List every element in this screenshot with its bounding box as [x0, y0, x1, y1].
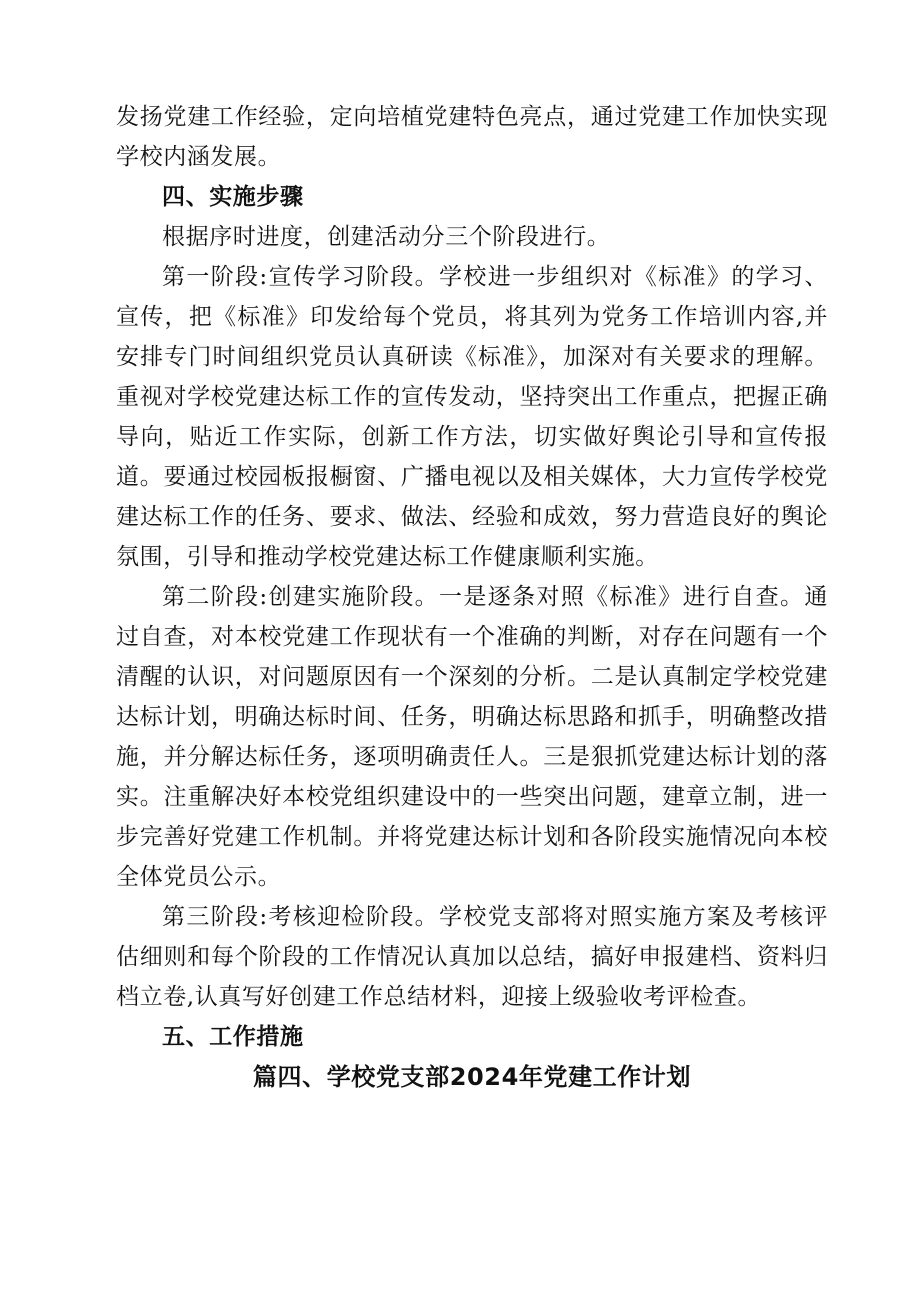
- paragraph-continuation: 发扬党建工作经验，定向培植党建特色亮点，通过党建工作加快实现学校内涵发展。: [116, 104, 828, 170]
- paragraph-phase-one: 第一阶段:宣传学习阶段。学校进一步组织对《标准》的学习、宣传，把《标准》印发给每个党员，将其列为党务工作培训内容,并安排专门时间组织党员认真研读《标准》，加深对有关要求的理解。重视对学校党建达标工作的宣传发动，坚持突出工作重点，把握正确导向，贴近工作实际，创新工作方法，切实做好舆论引导和宣传报道。要通过校园板报橱窗、广播电视以及相关媒体，大力宣传学校党建达标工作的任务、要求、做法、经验和成效，努力营造良好的舆论氛围，引导和推动学校党建达标工作健康顺利实施。: [116, 264, 828, 570]
- paragraph-schedule: 根据序时进度，创建活动分三个阶段进行。: [162, 224, 611, 250]
- paragraph-phase-three: 第三阶段:考核迎检阶段。学校党支部将对照实施方案及考核评估细则和每个阶段的工作情况认真加以总结，搞好申报建档、资料归档立卷,认真写好创建工作总结材料，迎接上级验收考评检查。: [116, 904, 828, 1010]
- section-heading-implementation-steps: 四、实施步骤: [162, 184, 304, 210]
- document-body: [116, 97, 828, 1097]
- paragraph-phase-two: 第二阶段:创建实施阶段。一是逐条对照《标准》进行自查。通过自查，对本校党建工作现状有一个准确的判断，对存在问题有一个清醒的认识，对问题原因有一个深刻的分析。二是认真制定学校党建达标计划，明确达标时间、任务，明确达标思路和抓手，明确整改措施，并分解达标任务，逐项明确责任人。三是狠抓党建达标计划的落实。注重解决好本校党组织建设中的一些突出问题，建章立制，进一步完善好党建工作机制。并将党建达标计划和各阶段实施情况向本校全体党员公示。: [116, 584, 828, 890]
- chapter-title: 篇四、学校党支部2024年党建工作计划: [252, 1063, 692, 1091]
- section-heading-work-measures: 五、工作措施: [162, 1024, 304, 1050]
